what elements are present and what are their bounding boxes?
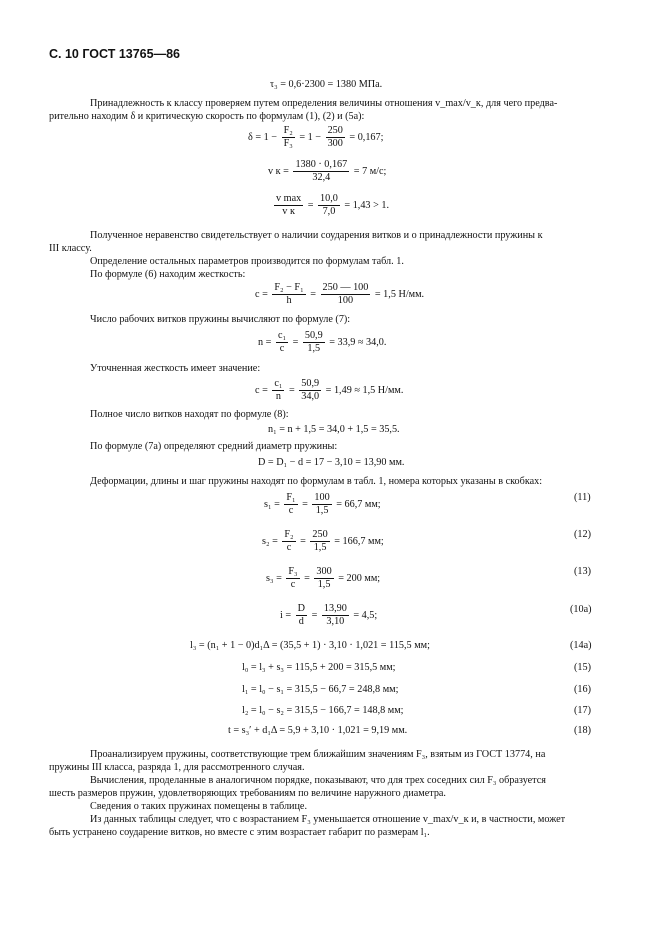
eq-rhs: = 1,5 Н/мм. [374, 288, 425, 300]
denominator: 1,5 [313, 542, 327, 553]
fraction [312, 492, 331, 517]
fraction [272, 282, 305, 307]
equals-sign: = [300, 535, 306, 547]
paragraph-line: Из данных таблицы следует, что с возрастанием F₃ уменьшается отношение v_max/v_к и, в частности, может [90, 814, 566, 825]
equation-number: (10а) [570, 604, 592, 615]
paragraph-line: Принадлежность к классу проверяем путем определения величины отношения v_max/v_к, для чего предва- [90, 98, 558, 109]
denominator: c [290, 579, 296, 590]
eq-rhs: = 4,5; [353, 609, 378, 621]
fraction [310, 529, 329, 554]
eq-lhs: n = [258, 336, 272, 348]
fraction [314, 566, 333, 591]
equation-ratio [272, 193, 389, 218]
fraction [284, 492, 297, 517]
fraction [318, 193, 340, 218]
denominator: 300 [327, 138, 343, 149]
numerator: D [297, 603, 306, 614]
denominator: 1,5 [307, 343, 321, 354]
eq-rhs: = 0,167; [349, 131, 384, 143]
equation-n1: n₁ = n + 1,5 = 34,0 + 1,5 = 35,5. [268, 424, 400, 435]
denominator: 1,5 [315, 505, 329, 516]
fraction [274, 193, 303, 218]
numerator: c₁ [274, 378, 283, 389]
equation-c [255, 282, 424, 307]
paragraph-line: Полученное неравенство свидетельствует о наличии соударения витков и о принадлежности пружины к [90, 230, 543, 241]
equation-number: (11) [574, 492, 591, 503]
paragraph-line: Уточненная жесткость имеет значение: [90, 363, 261, 374]
equation-number: (13) [574, 566, 591, 577]
eq-rhs: = 1,49 ≈ 1,5 Н/мм. [325, 384, 404, 396]
denominator: c [288, 505, 294, 516]
fraction [282, 529, 295, 554]
eq-rhs: = 166,7 мм; [334, 535, 384, 547]
fraction [326, 125, 345, 150]
numerator: 13,90 [323, 603, 347, 614]
eq-rhs: = 200 мм; [338, 572, 381, 584]
equals-sign: = [307, 199, 314, 211]
denominator: 32,4 [312, 172, 331, 183]
equation-l2: l₂ = l₀ − s₂ = 315,5 − 166,7 = 148,8 мм; [242, 705, 404, 716]
paragraph-line: шесть размеров пружин, удовлетворяющих требованиям по величине наружного диаметра. [49, 788, 446, 799]
numerator: 250 — 100 [322, 282, 369, 293]
denominator: 1,5 [317, 579, 331, 590]
numerator: c₁ [277, 330, 287, 341]
numerator: F₁ [286, 492, 296, 503]
denominator: h [286, 295, 292, 306]
eq-rhs: = 7 м/с; [353, 165, 387, 177]
fraction [282, 125, 295, 150]
denominator: 100 [337, 295, 354, 306]
eq-lhs: c = [255, 384, 268, 396]
equation-D: D = D₁ − d = 17 − 3,10 = 13,90 мм. [258, 457, 405, 468]
denominator: n [275, 391, 281, 402]
paragraph-line: Вычисления, проделанные в аналогичном порядке, показывают, что для трех соседних сил F₃ образуется [90, 775, 546, 786]
equals-sign: = [302, 498, 308, 510]
eq-lhs: i = [280, 609, 292, 621]
equation-l1: l₁ = l₀ − s₁ = 315,5 − 66,7 = 248,8 мм; [242, 684, 399, 695]
eq-lhs: c = [255, 288, 268, 300]
equation-tau: τ₃ = 0,6·2300 = 1380 МПа. [270, 79, 383, 90]
numerator: 1380 · 0,167 [295, 159, 348, 170]
equation-s3 [266, 566, 380, 591]
fraction [299, 378, 321, 403]
equation-l3: l₃ = (n₁ + 1 − 0)d₁Δ = (35,5 + 1) · 3,10 · 1,021 = 115,5 мм; [190, 640, 430, 651]
equals-sign: = [310, 288, 316, 300]
fraction [322, 603, 349, 628]
paragraph-line: По формуле (7а) определяют средний диаметр пружины: [90, 441, 338, 452]
denominator: 3,10 [326, 616, 345, 627]
equation-s1 [264, 492, 381, 517]
eq-lhs: s₃ = [266, 572, 282, 584]
paragraph-line: Полное число витков находят по формуле (8): [90, 409, 289, 420]
fraction [321, 282, 371, 307]
paragraph-line: Сведения о таких пружинах помещены в таблице. [90, 801, 308, 812]
numerator: F₃ [288, 566, 298, 577]
equation-i [280, 603, 377, 628]
fraction [272, 378, 284, 403]
page-header: С. 10 ГОСТ 13765—86 [49, 47, 180, 61]
paragraph-line: Определение остальных параметров производится по формулам табл. 1. [90, 256, 404, 267]
numerator: F₂ − F₁ [274, 282, 304, 293]
eq-rhs: = 66,7 мм; [336, 498, 381, 510]
numerator: 300 [316, 566, 332, 577]
fraction [276, 330, 288, 355]
denominator: 34,0 [301, 391, 320, 402]
eq-lhs: v к = [268, 165, 289, 177]
numerator: 50,9 [301, 378, 320, 389]
equation-n [258, 330, 386, 355]
denominator: d [298, 616, 304, 627]
paragraph-line: III классу. [49, 243, 92, 254]
paragraph-line: рительно находим δ и критическую скорость по формулам (1), (2) и (5а): [49, 111, 365, 122]
equation-number: (15) [574, 662, 591, 673]
fraction [293, 159, 349, 184]
equation-vk [268, 159, 386, 184]
denominator: c [286, 542, 292, 553]
numerator: 250 [327, 125, 343, 136]
equation-number: (16) [574, 684, 591, 695]
numerator: 100 [314, 492, 330, 503]
paragraph-line: Число рабочих витков пружины вычисляют по формуле (7): [90, 314, 351, 325]
fraction [286, 566, 299, 591]
denominator: F₃ [283, 138, 293, 149]
equation-number: (17) [574, 705, 591, 716]
paragraph-line: пружины III класса, разряда 1, для рассмотренного случая. [49, 762, 305, 773]
numerator: 10,0 [320, 193, 338, 204]
denominator: 7,0 [322, 206, 336, 217]
equation-number: (12) [574, 529, 591, 540]
denominator: v к [282, 206, 295, 217]
numerator: 50,9 [304, 330, 323, 341]
equation-t: t = s₃′ + d₁Δ = 5,9 + 3,10 · 1,021 = 9,19 мм. [228, 725, 408, 736]
paragraph-line: Деформации, длины и шаг пружины находят по формулам в табл. 1, номера которых указаны в скобках: [90, 476, 543, 487]
equals-sign: = [289, 384, 295, 396]
paragraph-line: быть устранено соударение витков, но вместе с этим возрастает габарит по размерам l₁. [49, 827, 430, 838]
numerator: 250 [312, 529, 328, 540]
equation-s2 [262, 529, 384, 554]
eq-rhs: = 1,43 > 1. [344, 199, 390, 211]
numerator: F₂ [284, 529, 294, 540]
equation-number: (18) [574, 725, 591, 736]
equals-sign: = [292, 336, 299, 348]
eq-lhs: s₂ = [262, 535, 278, 547]
equals-sign: = [304, 572, 310, 584]
denominator: c [279, 343, 285, 354]
numerator: F₂ [283, 125, 293, 136]
eq-lhs: δ = 1 − [248, 131, 278, 143]
eq-lhs: s₁ = [264, 498, 280, 510]
paragraph-line: По формуле (6) находим жесткость: [90, 269, 246, 280]
eq-mid: = 1 − [299, 131, 322, 143]
equals-sign: = [311, 609, 318, 621]
paragraph-line: Проанализируем пружины, соответствующие трем ближайшим значениям F₃, взятым из ГОСТ 13774, на [90, 749, 546, 760]
eq-rhs: = 33,9 ≈ 34,0. [329, 336, 387, 348]
fraction [303, 330, 325, 355]
equation-delta [248, 125, 383, 150]
equation-number: (14а) [570, 640, 592, 651]
equation-l0: l₀ = l₃ + s₃ = 115,5 + 200 = 315,5 мм; [242, 662, 396, 673]
fraction [296, 603, 307, 628]
equation-c-refined [255, 378, 403, 403]
numerator: v max [276, 193, 302, 204]
